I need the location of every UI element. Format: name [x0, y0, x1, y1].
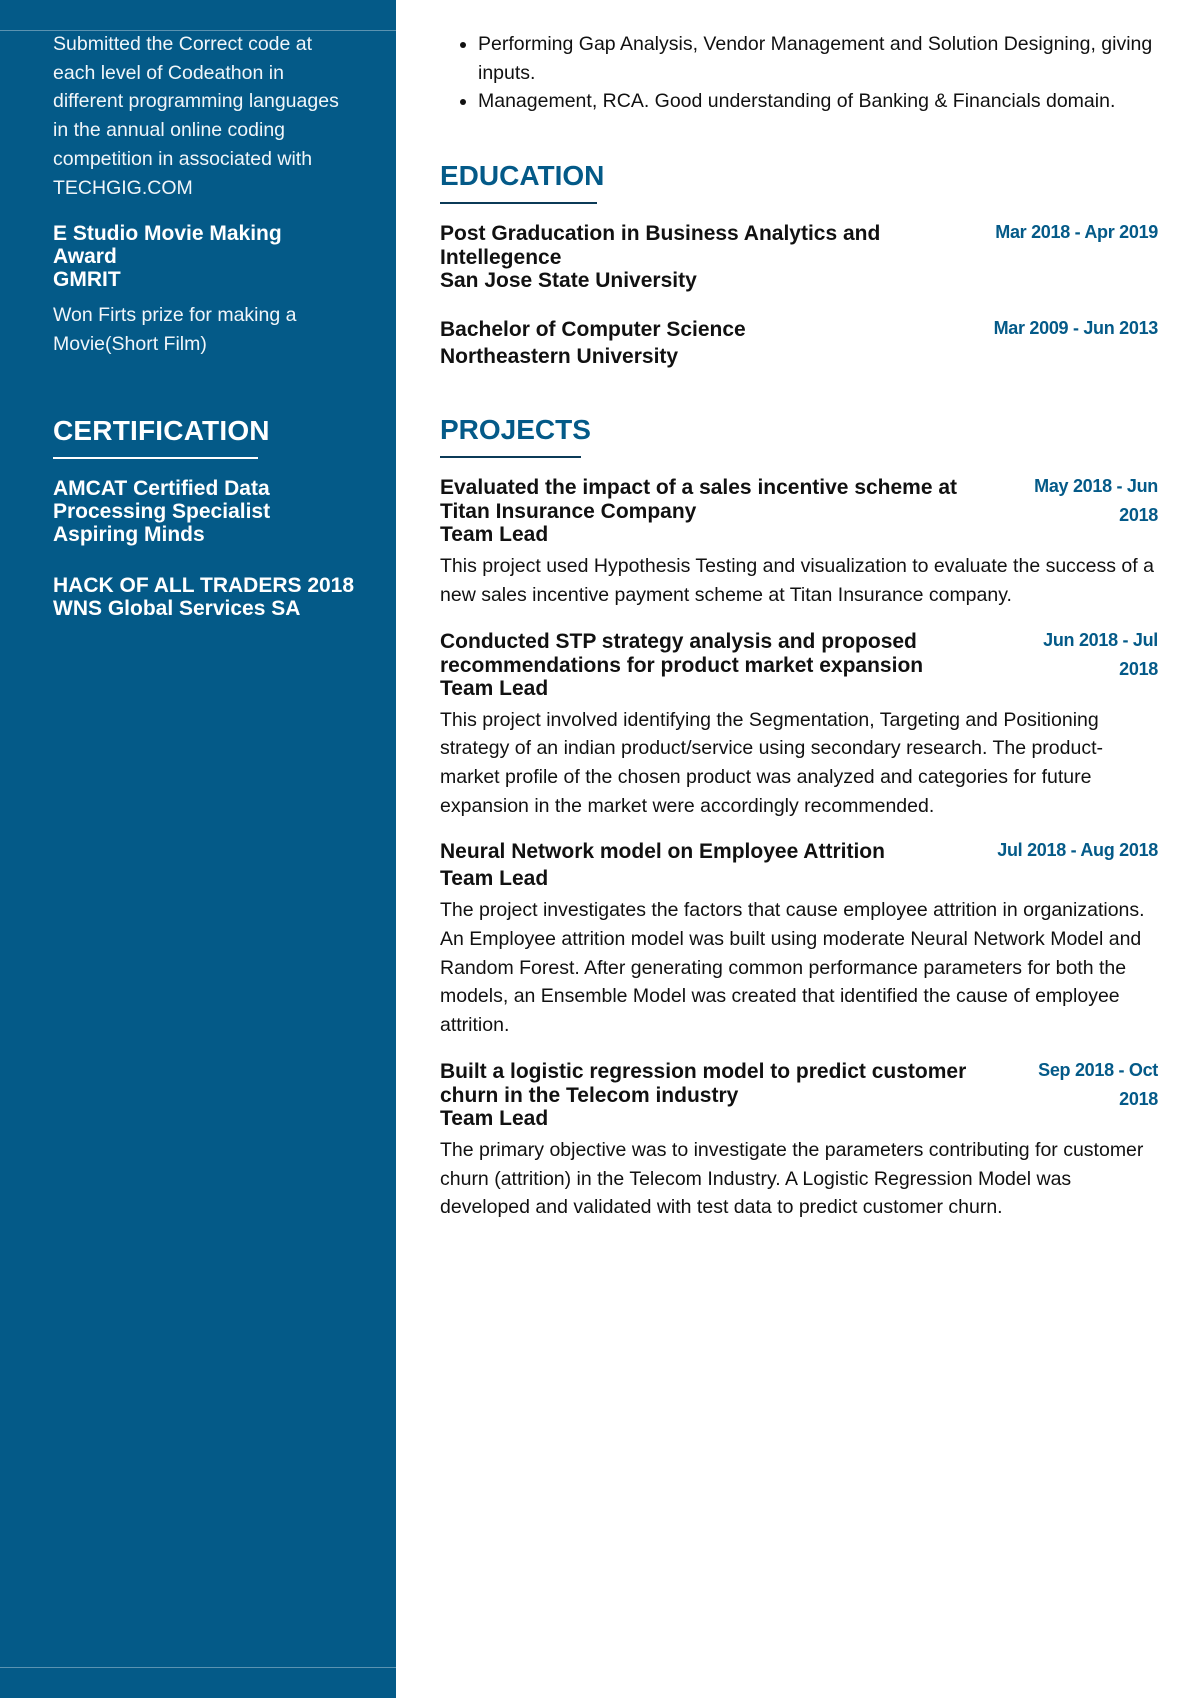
- award-description: Won Firts prize for making a Movie(Short Film): [53, 304, 297, 355]
- award-org: GMRIT: [53, 268, 121, 292]
- project-entry: [440, 1060, 1158, 1222]
- award-entry: [53, 222, 373, 358]
- award-title: E Studio Movie Making Award: [53, 222, 282, 269]
- project-title: Conducted STP strategy analysis and proposed recommendations for product market expansion: [440, 629, 924, 677]
- project-dates: Jul 2018 - Aug 2018: [997, 840, 1158, 861]
- education-degree: Bachelor of Computer Science: [440, 318, 746, 342]
- bullet-item: • Performing Gap Analysis, Vendor Management and Solution Designing, giving inputs.: [478, 30, 1158, 87]
- certification-item: [53, 574, 373, 620]
- project-role: Team Lead: [440, 1106, 549, 1130]
- education-entry: [440, 318, 1158, 368]
- project-title: Neural Network model on Employee Attrition: [440, 840, 885, 864]
- education-heading: EDUCATION: [440, 160, 605, 192]
- project-title: Evaluated the impact of a sales incentive scheme at Titan Insurance Company: [440, 476, 958, 524]
- sidebar-bottom-rule: [0, 1667, 396, 1668]
- sidebar: [0, 0, 396, 1698]
- certification-heading: CERTIFICATION: [53, 414, 270, 446]
- projects-heading: PROJECTS: [440, 414, 591, 446]
- certification-title: HACK OF ALL TRADERS 2018: [53, 573, 355, 597]
- education-section: [440, 160, 1158, 368]
- project-description: The primary objective was to investigate the parameters contributing for customer churn (attrition) in the Telecom Industry. A Logistic Regression Model was developed and validated with test data to predict customer churn.: [440, 1138, 1144, 1219]
- education-dates: Mar 2009 - Jun 2013: [993, 318, 1158, 339]
- experience-bullets: [440, 30, 1158, 116]
- award-intro-text: Submitted the Correct code at each level of Codeathon in different programming languages in the annual online coding competition in associated with TECHGIG.COM: [53, 33, 339, 199]
- education-school: Northeastern University: [440, 345, 679, 369]
- education-entry: [440, 222, 1158, 292]
- projects-section: [440, 414, 1158, 1222]
- education-underline: [440, 202, 597, 204]
- education-dates: Mar 2018 - Apr 2019: [995, 222, 1158, 243]
- certification-issuer: WNS Global Services SA: [53, 596, 301, 620]
- project-description: This project used Hypothesis Testing and visualization to evaluate the success of a new sales incentive payment scheme at Titan Insurance company.: [440, 555, 1154, 606]
- sidebar-content: [53, 30, 373, 630]
- project-description: This project involved identifying the Segmentation, Targeting and Positioning strategy of an indian product/service using secondary research. The product-market profile of the chosen product was analyzed and categories for future expansion in the market were accordingly recommended.: [440, 708, 1103, 817]
- project-dates: Sep 2018 - Oct 2018: [1038, 1059, 1158, 1109]
- main-content: [440, 30, 1158, 1222]
- certification-title: AMCAT Certified Data Processing Specialist: [53, 476, 271, 523]
- project-entry: [440, 630, 1158, 821]
- certification-section: [53, 415, 373, 620]
- project-entry: [440, 476, 1158, 609]
- project-dates: Jun 2018 - Jul 2018: [1043, 629, 1158, 679]
- project-role: Team Lead: [440, 523, 549, 547]
- project-entry: [440, 840, 1158, 1040]
- certification-underline: [53, 457, 258, 459]
- certification-item: [53, 477, 373, 546]
- project-role: Team Lead: [440, 867, 549, 891]
- project-dates: May 2018 - Jun 2018: [1034, 476, 1158, 526]
- education-degree: Post Graducation in Business Analytics and Intellegence: [440, 222, 881, 270]
- project-description: The project investigates the factors that cause employee attrition in organizations. An Employee attrition model was built using moderate Neural Network Model and Random Forest. After generating common performance parameters for both the models, an Ensemble Model was created that identified the cause of employee attrition.: [440, 899, 1145, 1037]
- education-school: San Jose State University: [440, 269, 697, 293]
- certification-issuer: Aspiring Minds: [53, 522, 205, 546]
- bullet-item: • Management, RCA. Good understanding of Banking & Financials domain.: [478, 87, 1158, 116]
- project-role: Team Lead: [440, 676, 549, 700]
- project-title: Built a logistic regression model to predict customer churn in the Telecom industry: [440, 1059, 967, 1107]
- projects-underline: [440, 456, 581, 458]
